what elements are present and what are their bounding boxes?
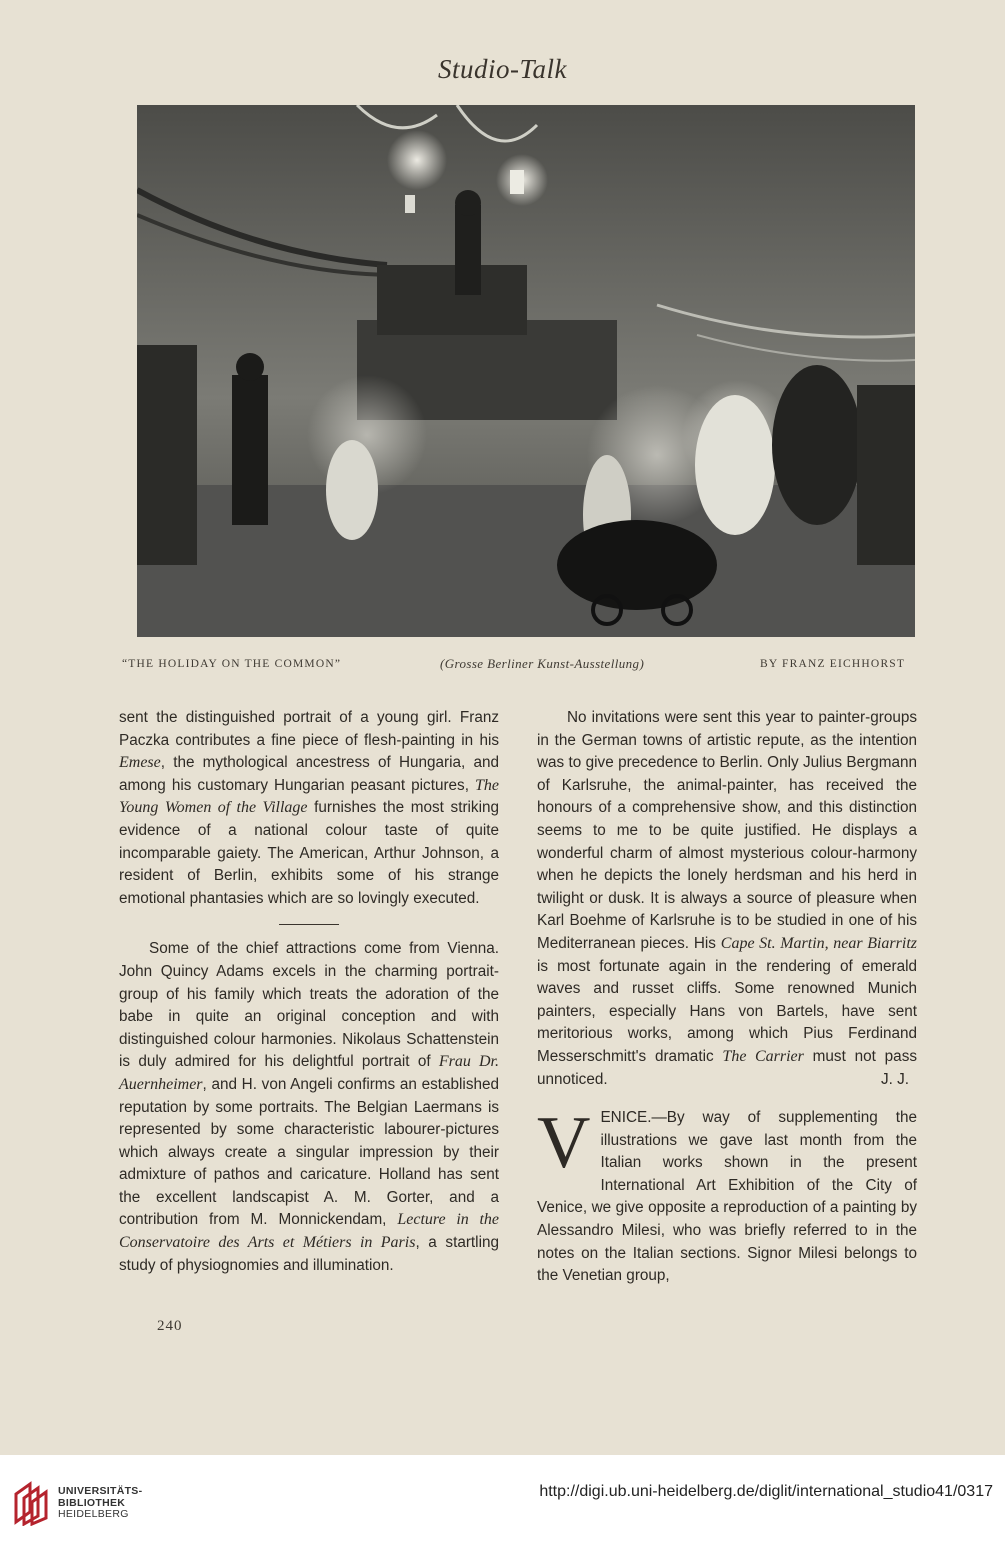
left-column (119, 707, 499, 1277)
holiday-painting-image (137, 105, 915, 637)
author-initials: J. J. (880, 1070, 909, 1088)
paragraph: sent the distinguished portrait of a young girl. Franz Paczka contributes a fine piece of flesh-painting in his Emese, the mythological ancestress of Hungaria, and among his customary Hungarian peasant pictures, The Young Women of the Village furnishes the most striking evidence of a national colour taste of quite incomparable gaiety. The American, Arthur Johnson, a resident of Berlin, exhibits some of his strange emotional phantasies which are so lovingly executed. (119, 709, 499, 907)
page-number: 240 (157, 1318, 183, 1334)
library-name: UNIVERSITÄTS- BIBLIOTHEK HEIDELBERG (58, 1485, 143, 1520)
running-title: Studio-Talk (437, 54, 568, 84)
painting-plate (137, 105, 915, 637)
paragraph: Some of the chief attractions come from Vienna. John Quincy Adams excels in the charming portrait-group of his family which treats the adoration of the babe in quite an original conception and with distinguished colour harmonies. Nikolaus Schattenstein is duly admired for his delightful portrait of Frau Dr. Auernheimer, and H. von Angeli confirms an established reputation by some portraits. The Belgian Laermans is represented by some characteristic labourer-pictures which always create a singular impression by their admixture of pathos and caricature. Holland has sent the excellent landscapist A. M. Gorter, and a contribution from M. Monnickendam, Lecture in the Conservatoire des Arts et Métiers in Paris, a startling study of physiognomies and illumination. (119, 940, 500, 1274)
plate-caption-artist: BY FRANZ EICHHORST (760, 658, 906, 670)
source-url-link[interactable]: http://digi.ub.uni-heidelberg.de/diglit/international_studio41/0317 (539, 1483, 993, 1500)
plate-caption-title: “THE HOLIDAY ON THE COMMON” (122, 658, 342, 670)
right-column (537, 707, 917, 1288)
plate-caption-source: (Grosse Berliner Kunst-Ausstellung) (440, 656, 645, 671)
library-logo-icon (12, 1480, 54, 1526)
section-divider (279, 924, 339, 925)
venice-paragraph: VENICE.—By way of supplementing the illustrations we gave last month from the Italian works shown in the present International Art Exhibition of the City of Venice, we give opposite a reproduction of a painting by Alessandro Milesi, who was briefly referred to in the notes on the Italian sections. Signor Milesi belongs to the Venetian group, (537, 1102, 917, 1285)
drop-cap: V (537, 1102, 591, 1185)
paragraph: No invitations were sent this year to painter-groups in the German towns of artistic repute, as the intention was to give precedence to Berlin. Only Julius Bergmann of Karlsruhe, the animal-painter, has received the honours of a comprehensive show, and this distinction seems to me to be quite justified. He displays a wonderful charm of almost mysterious colour-harmony when he depicts the lonely herdsman and his herd in twilight or dusk. It is always a source of pleasure when Karl Boehme of Karlsruhe is to be studied in one of his Mediterranean pieces. His Cape St. Martin, near Biarritz is most fortunate again in the rendering of emerald waves and russet cliffs. Some renowned Munich painters, especially Hans von Bartels, have sent meritorious works, among which Pius Ferdinand Messerschmitt's dramatic The Carrier must not pass unnoticed. J. J. (537, 707, 917, 1091)
